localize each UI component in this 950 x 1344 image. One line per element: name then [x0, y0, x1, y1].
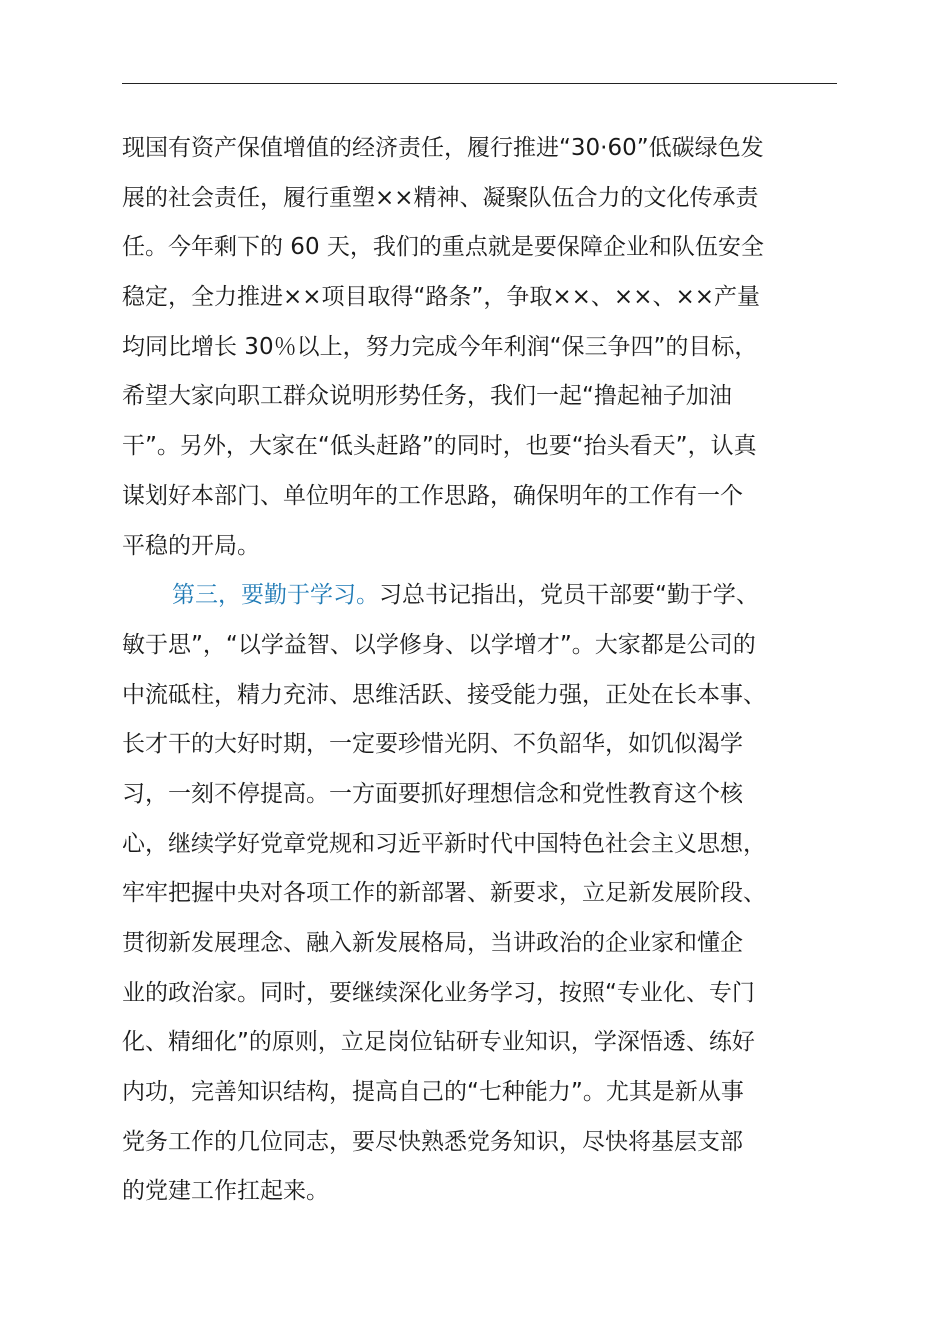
text-line: 任。今年剩下的 60 天，我们的重点就是要保障企业和队伍安全	[122, 234, 764, 261]
text-line: 贯彻新发展理念、融入新发展格局，当讲政治的企业家和懂企	[122, 930, 743, 956]
text-line: 稳定，全力推进××项目取得“路条”，争取××、××、××产量	[122, 284, 761, 311]
paragraph-first-line	[122, 571, 862, 621]
text-line: 党务工作的几位同志，要尽快熟悉党务知识，尽快将基层支部	[122, 1128, 743, 1155]
text-line: 均同比增长 30％以上，努力完成今年利润“保三争四”的目标，	[122, 333, 758, 360]
text-line: 展的社会责任，履行重塑××精神、凝聚队伍合力的文化传承责	[122, 184, 759, 211]
text-line: 干”。另外，大家在“低头赶路”的同时，也要“抬头看天”，认真	[122, 433, 757, 460]
text-line: 希望大家向职工群众说明形势任务，我们一起“撸起袖子加油	[122, 383, 732, 410]
paragraph-1	[122, 124, 862, 571]
text-line: 业的政治家。同时，要继续深化业务学习，按照“专业化、专门	[122, 979, 755, 1006]
text-run: 习总书记指出，党员干部要“勤于学、	[379, 582, 759, 609]
paragraph-2	[122, 571, 862, 1217]
text-line: 平稳的开局。	[122, 532, 260, 559]
text-line: 心，继续学好党章党规和习近平新时代中国特色社会主义思想，	[122, 830, 766, 857]
document-body	[122, 124, 862, 1217]
section-heading: 第三，要勤于学习。	[172, 582, 379, 609]
text-line: 现国有资产保值增值的经济责任，履行推进“30·60”低碳绿色发	[122, 135, 764, 161]
text-line: 内功，完善知识结构，提高自己的“七种能力”。尤其是新从事	[122, 1079, 744, 1106]
text-line: 牢牢把握中央对各项工作的新部署、新要求，立足新发展阶段、	[122, 880, 766, 907]
text-line: 习，一刻不停提高。一方面要抓好理想信念和党性教育这个核	[122, 780, 743, 807]
text-line: 的党建工作扛起来。	[122, 1178, 329, 1205]
text-line: 中流砥柱，精力充沛、思维活跃、接受能力强，正处在长本事、	[122, 681, 766, 708]
text-line: 化、精细化”的原则，立足岗位钻研专业知识，学深悟透、练好	[122, 1029, 755, 1056]
text-line: 长才干的大好时期，一定要珍惜光阴、不负韶华，如饥似渴学	[122, 731, 743, 758]
header-rule	[122, 83, 837, 84]
text-line: 敏于思”，“以学益智、以学修身、以学增才”。大家都是公司的	[122, 631, 756, 658]
text-line: 谋划好本部门、单位明年的工作思路，确保明年的工作有一个	[122, 482, 743, 509]
